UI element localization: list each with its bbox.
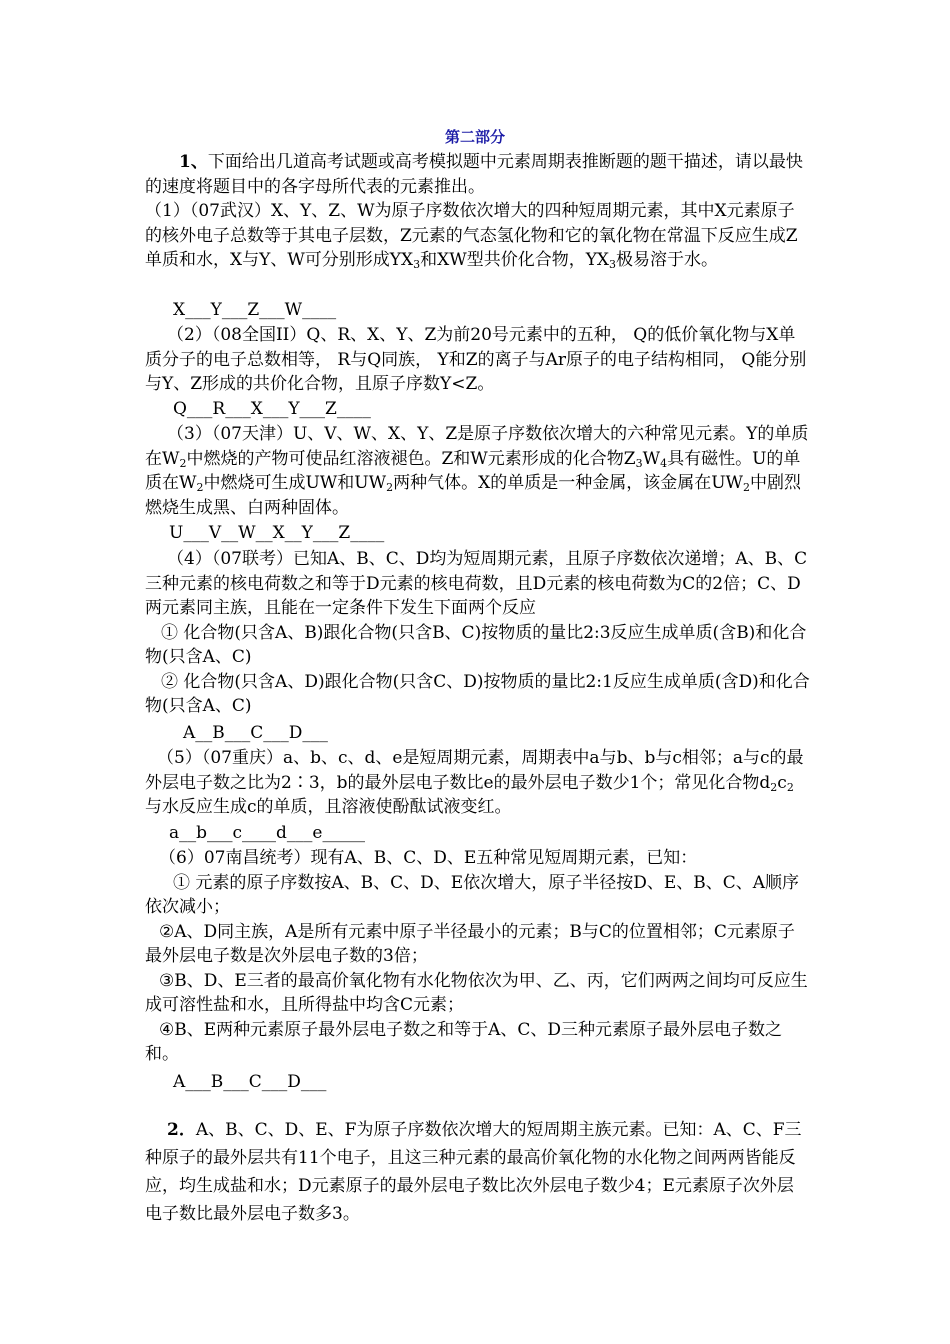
question-2: 2．A、B、C、D、E、F为原子序数依次增大的短周期主族元素。已知：A、C、F三种原子的最外层共有11个电子，且这三种元素的最高价氧化物的水化物之间两两皆能反应，均生成盐和水；D元素原子的最外层电子数比次外层电子数少4；E元素原子次外层电子数比最外层电子数多3。 (145, 1120, 802, 1224)
sub-question-6: （6）07南昌统考）现有A、B、C、D、E五种常见短周期元素，已知： ① 元素的原子序数按A、B、C、D、E依次增大，原子半径按D、E、B、C、A顺序依次减小； ②A、D同主族，A是所有元素中原子半径最小的元素；B与C的位置相邻；C元素原子最外层电子数是次外层电子数的3倍； ③B、D、E三者的最高价氧化物有水化物依次为甲、乙、丙，它们两两之间均可反应生成可溶性盐和水，且所得盐中均含C元素； ④B、E两种元素原子最外层电子数之和等于A、C、D三种元素原子最外层电子数之和。 (145, 846, 810, 1067)
answer-line-2: Q___R___X___Y___Z____ (173, 399, 371, 419)
answer-line-5: a__b___c____d___e_____ (169, 823, 365, 843)
sub-question-4: （4）（07联考）已知A、B、C、D均为短周期元素，且原子序数依次递增；A、B、C三种元素的核电荷数之和等于D元素的核电荷数，且D元素的核电荷数为C的2倍；C、D两元素同主族，且能在一定条件下发生下面两个反应 ① 化合物(只含A、B)跟化合物(只含B、C)按物质的量比2:3反应生成单质(含B)和化合物(只含A、C) ② 化合物(只含A、D)跟化合物(只含C、D)按物质的量比2:1反应生成单质(含D)和化合物(只含A、C) (145, 547, 810, 719)
section-title: 第二部分 (444, 128, 505, 146)
condition-4: ④B、E两种元素原子最外层电子数之和等于A、C、D三种元素原子最外层电子数之和。 (145, 1019, 783, 1064)
condition-2: ②A、D同主族，A是所有元素中原子半径最小的元素；B与C的位置相邻；C元素原子最外层电子数是次外层电子数的3倍； (145, 921, 795, 966)
reaction-1: ① 化合物(只含A、B)跟化合物(只含B、C)按物质的量比2:3反应生成单质(含B)和化合物(只含A、C) (145, 622, 807, 667)
reaction-2: ② 化合物(只含A、D)跟化合物(只含C、D)按物质的量比2:1反应生成单质(含D)和化合物(只含A、C) (145, 671, 810, 716)
sub-question-5: （5）（07重庆）a、b、c、d、e是短周期元素，周期表中a与b、b与c相邻；a与c的最外层电子数之比为2∶3，b的最外层电子数比e的最外层电子数少1个；常见化合物$d_2c_2$与水反应生成c的单质，且溶液使酚酞试液变红。 (145, 748, 804, 817)
sub-question-1: （1）（07武汉）X、Y、Z、W为原子序数依次增大的四种短周期元素，其中X元素原子的核外电子总数等于其电子层数，Z元素的气态氢化物和它的氧化物在常温下反应生成Z单质和水，X与Y、W可分别形成$YX_3$和XW型共价化合物，$YX_3$极易溶于水。 (145, 201, 798, 271)
answer-line-4: A__B___C___D___ (183, 723, 328, 743)
question-1-intro: 1、下面给出几道高考试题或高考模拟题中元素周期表推断题的题干描述，请以最快的速度将题目中的各字母所代表的元素推出。 (145, 152, 803, 197)
answer-line-3: U___V__W__X__Y___Z____ (169, 523, 385, 543)
question-number: 2． (167, 1120, 196, 1140)
sub-question-2: （2）（08全国II）Q、R、X、Y、Z为前20号元素中的五种， Q的低价氧化物与X单质分子的电子总数相等， R与Q同族， Y和Z的离子与Ar原子的电子结构相同， Q能分别与Y、Z形成的共价化合物，且原子序数Y<Z。 (145, 325, 807, 394)
sub-question-3: （3）（07天津）U、V、W、X、Y、Z是原子序数依次增大的六种常见元素。Y的单质在$W_2$中燃烧的产物可使品红溶液褪色。Z和W元素形成的化合物$Z_3W_4$具有磁性。U的单质在$W_2$中燃烧可生成UW和$UW_2$两种气体。X的单质是一种金属，该金属在$UW_2$中剧烈燃烧生成黑、白两种固体。 (145, 424, 809, 518)
condition-1: ① 元素的原子序数按A、B、C、D、E依次增大，原子半径按D、E、B、C、A顺序依次减小； (145, 872, 800, 917)
answer-line-1: X___Y___Z___W____ (173, 300, 337, 320)
condition-3: ③B、D、E三者的最高价氧化物有水化物依次为甲、乙、丙，它们两两之间均可反应生成可溶性盐和水，且所得盐中均含C元素； (145, 970, 808, 1015)
answer-line-6: A___B___C___D___ (173, 1072, 327, 1092)
question-number: 1、 (179, 152, 208, 172)
